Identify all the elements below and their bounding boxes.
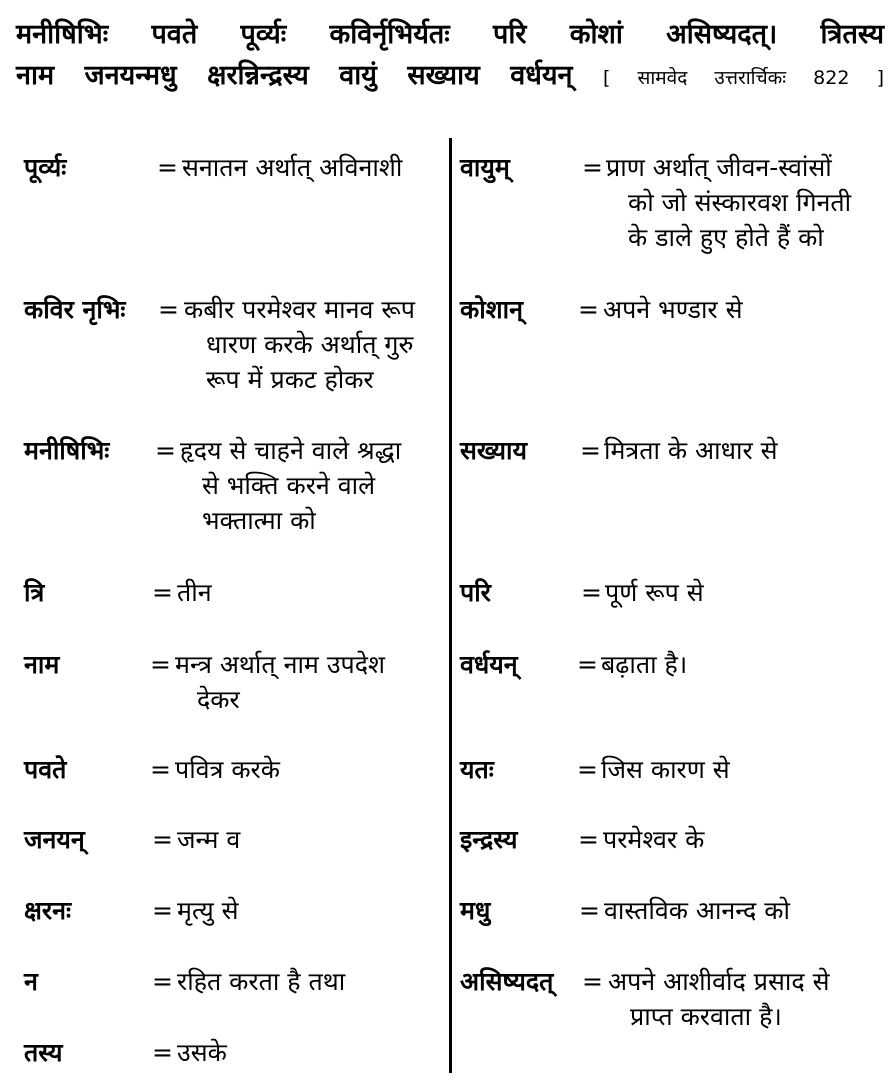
glossary-term: तस्य: [24, 1038, 63, 1067]
meaning-line: देकर: [197, 685, 240, 714]
equals-sign: =: [580, 436, 601, 465]
glossary-meaning: [604, 433, 778, 468]
glossary-term: सख्याय: [460, 436, 528, 465]
equals-sign: =: [152, 896, 173, 925]
equals-sign: =: [579, 896, 600, 925]
meaning-line: जन्म व: [177, 825, 241, 854]
glossary-meaning: [177, 964, 345, 999]
glossary-term: त्रि: [24, 578, 45, 607]
column-divider: [449, 138, 452, 1073]
glossary-term: असिष्यदत्: [460, 967, 554, 996]
glossary-meaning: [601, 647, 687, 682]
equals-sign: =: [578, 295, 599, 324]
meaning-line: भक्तात्मा को: [202, 506, 316, 535]
meaning-line: अपने भण्डार से: [603, 295, 743, 324]
glossary-term: कोशान्: [460, 295, 524, 324]
verse-line-2: नाम जनयन्मधु क्षरन्निन्द्रस्य वायुं सख्याय वर्धयन्: [16, 60, 573, 91]
equals-sign: =: [158, 295, 179, 324]
glossary-meaning: [180, 433, 401, 538]
glossary-term: न: [24, 967, 38, 996]
equals-sign: =: [152, 967, 173, 996]
meaning-line: पूर्ण रूप से: [605, 578, 704, 607]
meaning-line: परमेश्वर के: [603, 825, 705, 854]
equals-sign: =: [152, 578, 173, 607]
glossary-meaning: [177, 822, 240, 857]
glossary-meaning: [177, 575, 212, 610]
equals-sign: =: [581, 578, 602, 607]
meaning-line: रूप में प्रकट होकर: [206, 365, 374, 394]
meaning-line: रहित करता है तथा: [177, 967, 346, 996]
glossary-term: इन्द्रस्य: [460, 825, 518, 854]
glossary-term: पवते: [24, 755, 67, 784]
meaning-line: से भक्ति करने वाले: [202, 471, 376, 500]
meaning-line: सनातन अर्थात् अविनाशी: [182, 153, 403, 182]
meaning-line: पवित्र करके: [175, 755, 280, 784]
glossary-term: मधु: [460, 896, 491, 925]
equals-sign: =: [577, 650, 598, 679]
meaning-line: प्राण अर्थात् जीवन-स्वांसों: [606, 153, 832, 182]
meaning-line: अपने आशीर्वाद प्रसाद से: [608, 967, 830, 996]
glossary-meaning: [608, 964, 829, 1034]
glossary-term: वर्धयन्: [460, 650, 518, 679]
equals-sign: =: [582, 967, 603, 996]
meaning-line: मृत्यु से: [177, 896, 239, 925]
meaning-line: मन्त्र अर्थात् नाम उपदेश: [175, 650, 385, 679]
equals-sign: =: [578, 825, 599, 854]
meaning-line: मित्रता के आधार से: [604, 436, 778, 465]
glossary-meaning: [182, 150, 402, 185]
equals-sign: =: [150, 650, 171, 679]
meaning-line: धारण करके अर्थात् गुरु: [206, 330, 414, 359]
glossary-term: जनयन्: [24, 825, 85, 854]
glossary-meaning: [175, 752, 280, 787]
meaning-line: कबीर परमेश्वर मानव रूप: [184, 295, 415, 324]
meaning-line: उसके: [177, 1038, 227, 1067]
verse-line-1: मनीषिभिः पवते पूर्व्यः कविर्नृभिर्यतः परि कोशां असिष्यदत्। त्रितस्य: [16, 19, 884, 50]
meaning-line: को जो संस्कारवश गिनती: [628, 188, 852, 217]
meaning-line: के डाले हुए होते हैं को: [628, 223, 824, 252]
meaning-line: तीन: [177, 578, 212, 607]
glossary-term: कविर नृभिः: [24, 295, 126, 324]
glossary-meaning: [604, 893, 790, 928]
glossary-meaning: [606, 150, 851, 255]
equals-sign: =: [150, 755, 171, 784]
glossary-term: यतः: [460, 755, 494, 784]
equals-sign: =: [152, 825, 173, 854]
equals-sign: =: [577, 755, 598, 784]
glossary-term: क्षरनः: [24, 896, 72, 925]
equals-sign: =: [155, 436, 176, 465]
equals-sign: =: [152, 1038, 173, 1067]
glossary-meaning: [605, 575, 704, 610]
glossary-term: मनीषिभिः: [24, 436, 110, 465]
meaning-line: बढ़ाता है।: [601, 650, 688, 679]
glossary-meaning: [601, 752, 730, 787]
glossary-meaning: [177, 1035, 227, 1070]
meaning-line: हृदय से चाहने वाले श्रद्धा: [180, 436, 402, 465]
verse-citation: [ सामवेद उत्तरार्चिकः 822 ]: [602, 67, 884, 89]
verse-text: [16, 14, 884, 99]
glossary-meaning: [175, 647, 385, 717]
meaning-line: वास्तविक आनन्द को: [604, 896, 790, 925]
equals-sign: =: [582, 153, 603, 182]
glossary-meaning: [603, 292, 743, 327]
glossary-term: पूर्व्यः: [24, 153, 67, 182]
glossary-meaning: [603, 822, 704, 857]
meaning-line: प्राप्त करवाता है।: [630, 1002, 782, 1031]
equals-sign: =: [157, 153, 178, 182]
glossary-meaning: [184, 292, 415, 397]
glossary-term: परि: [460, 578, 491, 607]
meaning-line: जिस कारण से: [601, 755, 730, 784]
glossary-term: वायुम्: [460, 153, 510, 182]
glossary-meaning: [177, 893, 239, 928]
glossary-term: नाम: [24, 650, 60, 679]
